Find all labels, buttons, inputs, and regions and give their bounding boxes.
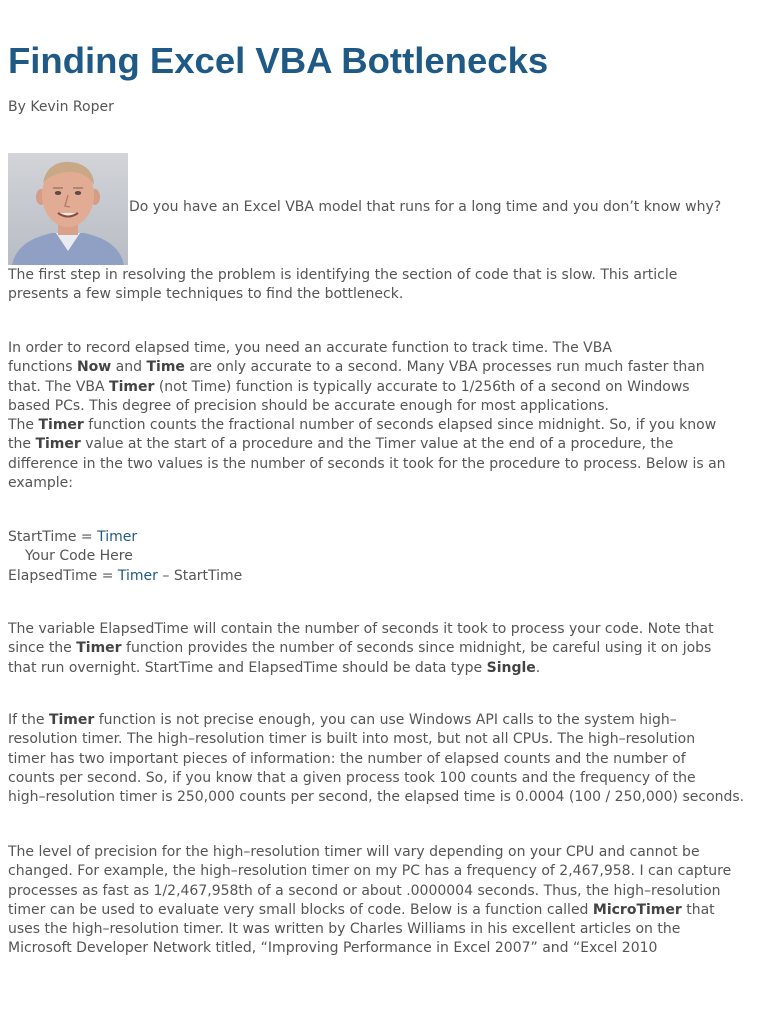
- text-line: changed. For example, the high–resolution timer on my PC has a frequency of 2,467,958. I can capture: [8, 863, 732, 880]
- paragraph-elapsed-time: [8, 620, 760, 678]
- text-line: processes as fast as 1/2,467,958th of a second or about .0000004 seconds. Thus, the high–resolution: [8, 882, 721, 899]
- code-line: StartTime = Timer: [8, 529, 138, 545]
- text-line: The first step in resolving the problem is identifying the section of code that is slow. This article: [8, 267, 678, 283]
- text-line: The variable ElapsedTime will contain the number of seconds it took to process your code. Note that: [8, 621, 714, 637]
- paragraph-high-resolution: [8, 711, 760, 807]
- text-line: uses the high–resolution timer. It was written by Charles Williams in his excellent articles on the: [8, 921, 681, 938]
- text-line: Microsoft Developer Network titled, “Improving Performance in Excel 2007” and “Excel 2010: [8, 940, 658, 957]
- text-line: The Timer function counts the fractional number of seconds elapsed since midnight. So, if you know: [8, 417, 717, 434]
- author-photo: [8, 153, 128, 265]
- author-byline: By Kevin Roper: [8, 99, 114, 115]
- text-line: resolution timer. The high–resolution timer is built into most, but not all CPUs. The high–resolution: [8, 731, 696, 748]
- text-line: timer has two important pieces of information: the number of elapsed counts and the number of: [8, 750, 686, 767]
- paragraph-intro: [8, 266, 760, 305]
- text-line: that. The VBA Timer (not Time) function is typically accurate to 1/256th of a second on Windows: [8, 378, 690, 395]
- code-example: [8, 528, 760, 586]
- text-line: example:: [8, 475, 73, 492]
- paragraph-precision: [8, 843, 760, 959]
- text-line: the Timer value at the start of a procedure and the Timer value at the end of a procedure, the: [8, 436, 674, 453]
- code-line: ElapsedTime = Timer – StartTime: [8, 567, 243, 584]
- text-line: functions Now and Time are only accurate to a second. Many VBA processes run much faster than: [8, 359, 705, 376]
- text-line: based PCs. This degree of precision should be accurate enough for most applications.: [8, 397, 610, 414]
- text-line: difference in the two values is the number of seconds it took for the procedure to process. Below is an: [8, 455, 726, 472]
- intro-question: Do you have an Excel VBA model that runs for a long time and you don’t know why?: [129, 199, 722, 215]
- text-line: timer can be used to evaluate very small blocks of code. Below is a function called MicroTimer that: [8, 901, 715, 918]
- text-line: In order to record elapsed time, you need an accurate function to track time. The VBA: [8, 340, 612, 356]
- text-line: counts per second. So, if you know that a given process took 100 counts and the frequency of the: [8, 769, 696, 786]
- text-line: presents a few simple techniques to find the bottleneck.: [8, 286, 404, 303]
- text-line: The level of precision for the high–resolution timer will vary depending on your CPU and cannot be: [8, 844, 700, 860]
- text-line: If the Timer function is not precise enough, you can use Windows API calls to the system high–: [8, 712, 677, 728]
- code-line: Your Code Here: [25, 548, 133, 565]
- paragraph-timer-functions: [8, 339, 760, 493]
- text-line: since the Timer function provides the number of seconds since midnight, be careful using it on jobs: [8, 640, 712, 657]
- page-title: Finding Excel VBA Bottlenecks: [8, 40, 549, 81]
- text-line: high–resolution timer is 250,000 counts per second, the elapsed time is 0.0004 (100 / 250,000) seconds.: [8, 789, 745, 806]
- text-line: that run overnight. StartTime and ElapsedTime should be data type Single.: [8, 659, 541, 676]
